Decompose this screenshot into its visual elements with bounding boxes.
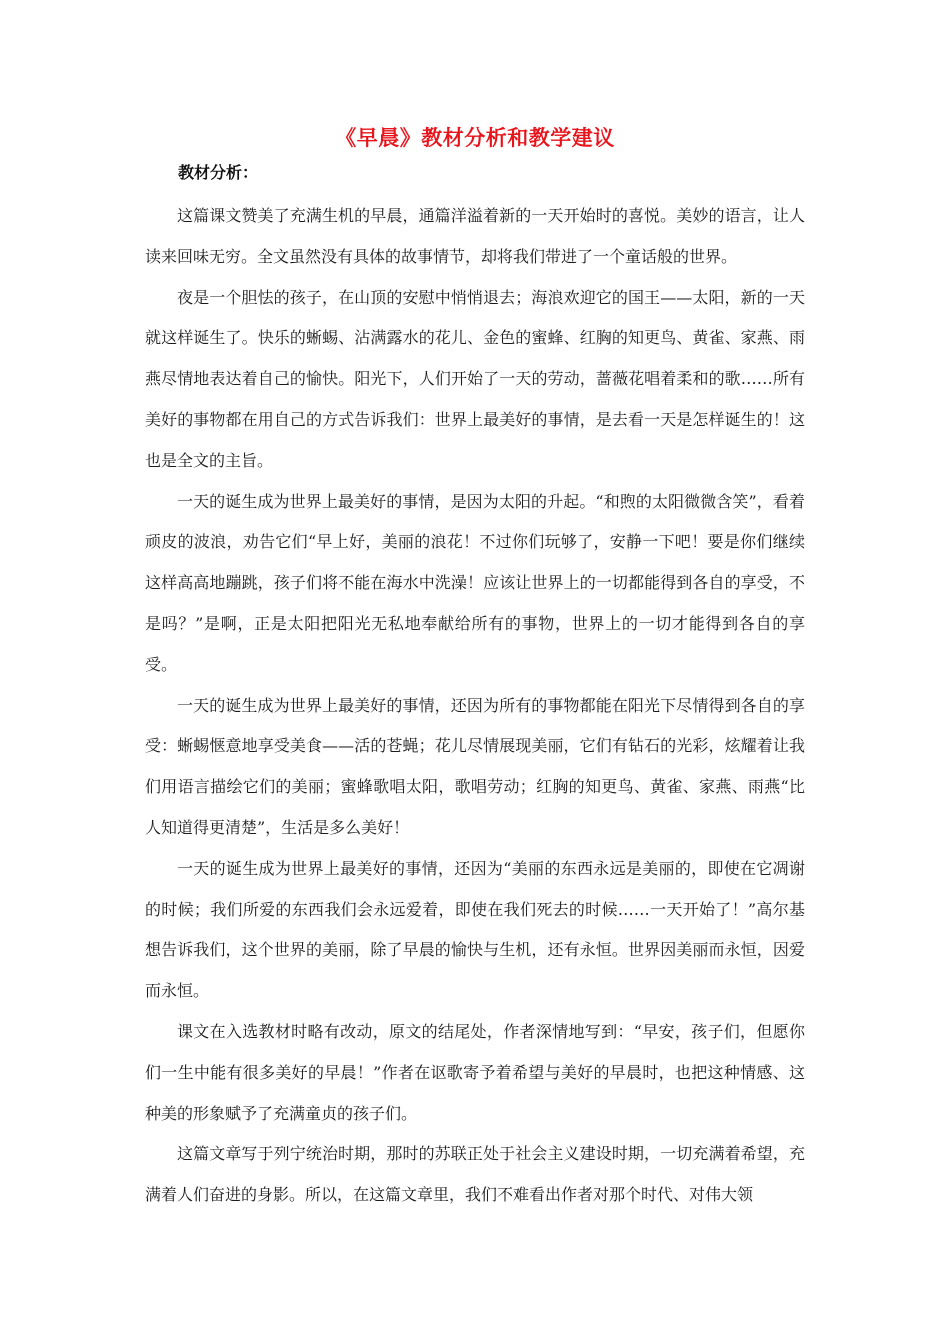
page-title: 《早晨》教材分析和教学建议 bbox=[335, 126, 615, 150]
paragraph-2: 夜是一个胆怯的孩子，在山顶的安慰中悄悄退去；海浪欢迎它的国王——太阳，新的一天就这样诞生了。快乐的蜥蜴、沾满露水的花儿、金色的蜜蜂、红胸的知更鸟、黄雀、家燕、雨燕尽情地表达着自己的愉快。阳光下，人们开始了一天的劳动，蔷薇花唱着柔和的歌……所有美好的事物都在用自己的方式告诉我们：世界上最美好的事情，是去看一天是怎样诞生的！这也是全文的主旨。 bbox=[145, 287, 805, 470]
paragraph-7: 这篇文章写于列宁统治时期，那时的苏联正处于社会主义建设时期，一切充满着希望，充满着人们奋进的身影。所以，在这篇文章里，我们不难看出作者对那个时代、对伟大领 bbox=[145, 1144, 805, 1205]
paragraph-3: 一天的诞生成为世界上最美好的事情，是因为太阳的升起。“和煦的太阳微微含笑”，看着顽皮的波浪，劝告它们“早上好，美丽的浪花！不过你们玩够了，安静一下吧！要是你们继续这样高高地蹦跳，孩子们将不能在海水中洗澡！应该让世界上的一切都能得到各自的享受，不是吗？”是啊，正是太阳把阳光无私地奉献给所有的事物，世界上的一切才能得到各自的享受。 bbox=[145, 491, 805, 674]
section-heading: 教材分析： bbox=[178, 163, 259, 182]
paragraph-5: 一天的诞生成为世界上最美好的事情，还因为“美丽的东西永远是美丽的，即使在它凋谢的时候；我们所爱的东西我们会永远爱着，即使在我们死去的时候……一天开始了！”高尔基想告诉我们，这个世界的美丽，除了早晨的愉快与生机，还有永恒。世界因美丽而永恒，因爱而永恒。 bbox=[145, 858, 805, 1001]
paragraph-1: 这篇课文赞美了充满生机的早晨，通篇洋溢着新的一天开始时的喜悦。美妙的语言，让人读来回味无穷。全文虽然没有具体的故事情节，却将我们带进了一个童话般的世界。 bbox=[145, 206, 805, 266]
paragraph-6: 课文在入选教材时略有改动，原文的结尾处，作者深情地写到：“早安，孩子们，但愿你们一生中能有很多美好的早晨！”作者在讴歌寄予着希望与美好的早晨时，也把这种情感、这种美的形象赋予了充满童贞的孩子们。 bbox=[145, 1021, 805, 1123]
paragraph-4: 一天的诞生成为世界上最美好的事情，还因为所有的事物都能在阳光下尽情得到各自的享受：蜥蜴惬意地享受美食——活的苍蝇；花儿尽情展现美丽，它们有钻石的光彩，炫耀着让我们用语言描绘它们的美丽；蜜蜂歌唱太阳，歌唱劳动；红胸的知更鸟、黄雀、家燕、雨燕“比人知道得更清楚”，生活是多么美好！ bbox=[145, 695, 805, 837]
document-body bbox=[145, 196, 805, 1216]
